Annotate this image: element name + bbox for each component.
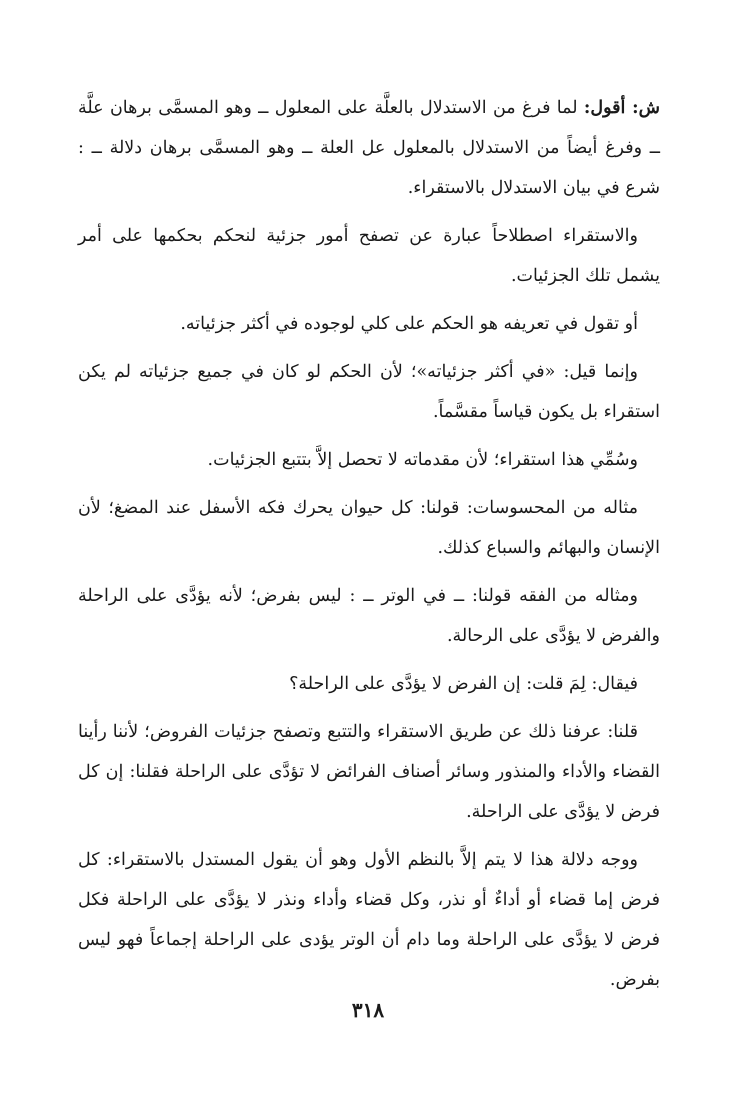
paragraph-text: وسُمِّي هذا استقراء؛ لأن مقدماته لا تحصل إلاَّ بتتبع الجزئيات. bbox=[207, 450, 638, 470]
paragraph-text: لما فرغ من الاستدلال بالعلَّة على المعلول ــ وهو المسمَّى برهان علَّة ــ وفرغ أيضاً من الاستدلال بالمعلول عل العلة ــ وهو المسمَّى برهان دلالة ــ : شرع في بيان الاستدلال بالاستقراء. bbox=[78, 98, 660, 198]
paragraph-6 bbox=[78, 488, 660, 568]
paragraph-3 bbox=[78, 304, 660, 344]
paragraph-text: مثاله من المحسوسات: قولنا: كل حيوان يحرك فكه الأسفل عند المضغ؛ لأن الإنسان والبهائم والسباع كذلك. bbox=[78, 498, 660, 558]
paragraph-text: قلنا: عرفنا ذلك عن طريق الاستقراء والتتبع وتصفح جزئيات الفروض؛ لأننا رأينا القضاء والأداء والمنذور وسائر أصناف الفرائض لا تؤدَّى على الراحلة فقلنا: إن كل فرض لا يؤدَّى على الراحلة. bbox=[78, 722, 660, 822]
paragraph-8 bbox=[78, 664, 660, 704]
page-body bbox=[78, 88, 660, 1008]
paragraph-1 bbox=[78, 88, 660, 208]
paragraph-text: والاستقراء اصطلاحاً عبارة عن تصفح أمور جزئية لنحكم بحكمها على أمر يشمل تلك الجزئيات. bbox=[78, 226, 660, 286]
paragraph-9 bbox=[78, 712, 660, 832]
paragraph-text: وإنما قيل: «في أكثر جزئياته»؛ لأن الحكم لو كان في جميع جزئياته لم يكن استقراء بل يكون قياساً مقسَّماً. bbox=[78, 362, 660, 422]
paragraph-text: فيقال: لِمَ قلت: إن الفرض لا يؤدَّى على الراحلة؟ bbox=[289, 674, 638, 694]
paragraph-5 bbox=[78, 440, 660, 480]
paragraph-10 bbox=[78, 840, 660, 1000]
paragraph-text: ووجه دلالة هذا لا يتم إلاَّ بالنظم الأول وهو أن يقول المستدل بالاستقراء: كل فرض إما قضاء أو أداءٌ أو نذر، وكل قضاء وأداء ونذر لا يؤدَّى على الراحلة فكل فرض لا يؤدَّى على الراحلة وما دام أن الوتر يؤدى على الراحلة إجماعاً فهو ليس بفرض. bbox=[78, 850, 660, 990]
paragraph-2 bbox=[78, 216, 660, 296]
paragraph-7 bbox=[78, 576, 660, 656]
paragraph-text: أو تقول في تعريفه هو الحكم على كلي لوجوده في أكثر جزئياته. bbox=[180, 314, 638, 334]
paragraph-4 bbox=[78, 352, 660, 432]
paragraph-text: ومثاله من الفقه قولنا: ــ في الوتر ــ : ليس بفرض؛ لأنه يؤدَّى على الراحلة والفرض لا يؤدَّى على الرحالة. bbox=[78, 586, 660, 646]
paragraph-lead: ش: أقول: bbox=[583, 98, 661, 118]
page-number: ٣١٨ bbox=[351, 998, 385, 1022]
